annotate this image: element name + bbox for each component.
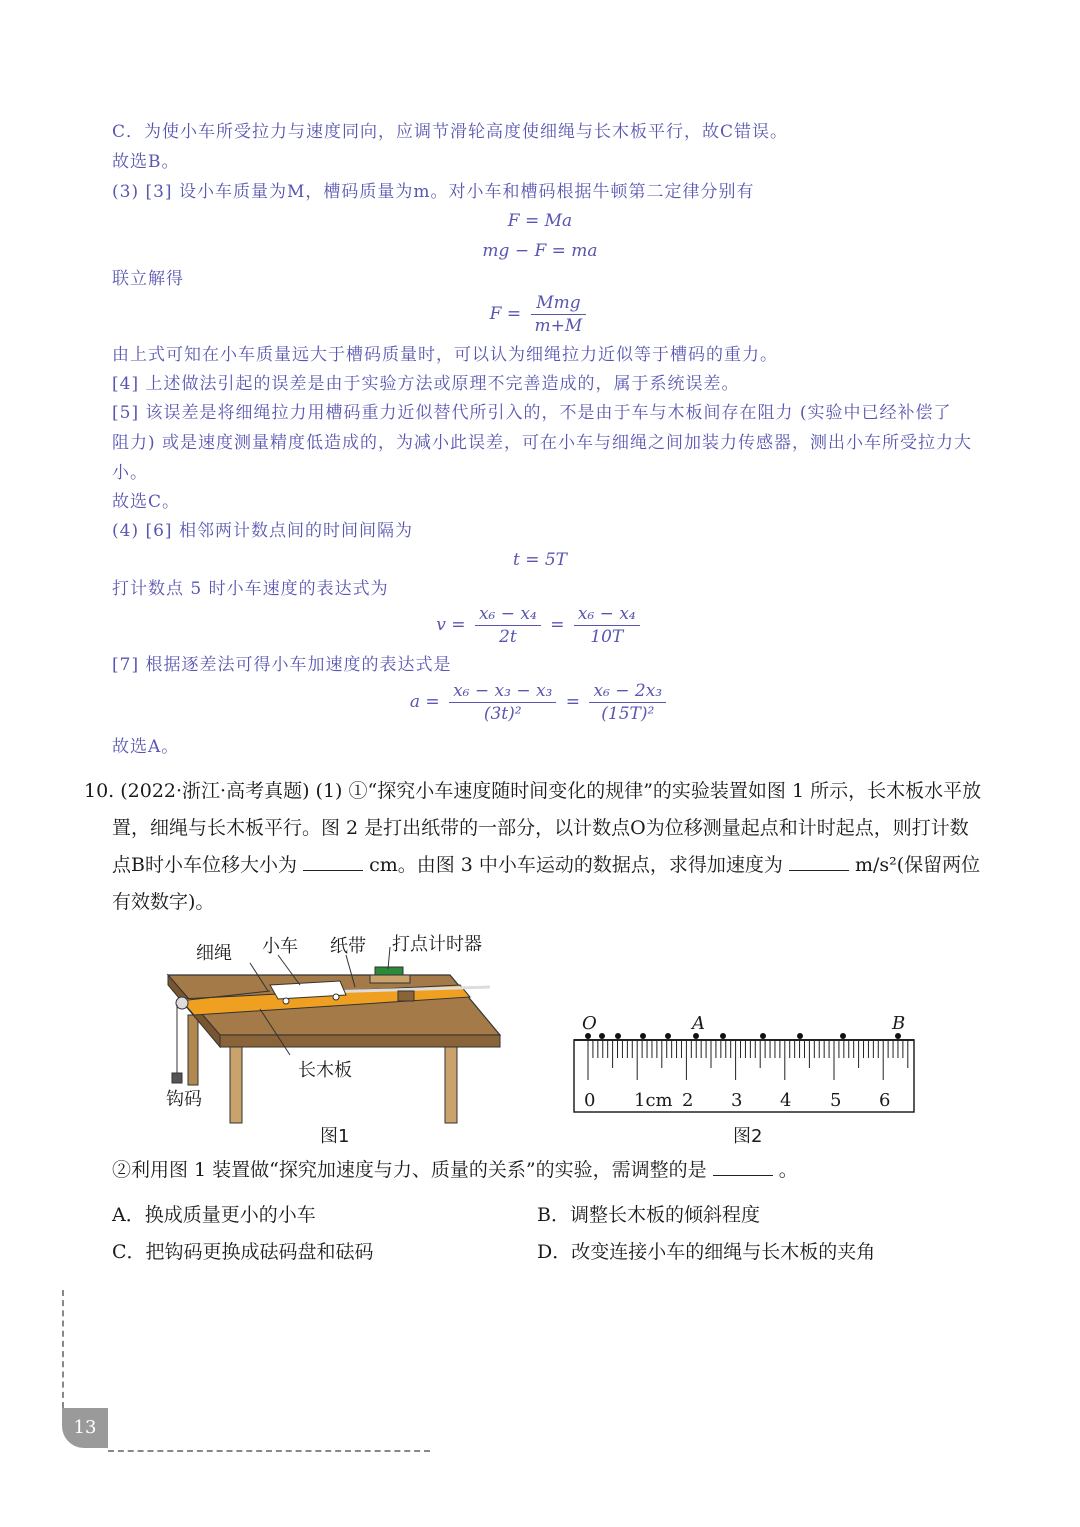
velocity-numerator-2: x₆ − x₄ [574,603,640,626]
accel-numerator-2: x₆ − 2x₃ [589,680,666,703]
figure-2-caption: 图2 [733,1126,763,1147]
question-line3 [112,847,980,883]
label-timer: 打点计时器 [392,934,482,955]
velocity-numerator-1: x₆ − x₄ [475,603,541,626]
tape-dot [720,1033,726,1039]
page-edge-dashed-vertical [62,1290,64,1408]
accel-numerator-1: x₆ − x₃ − x₃ [449,680,556,703]
tape-dot [840,1033,846,1039]
tick-label-3: 3 [731,1090,743,1111]
equation-mg-f-ma: mg − F = ma [482,241,598,261]
answer-blank-adjustment[interactable] [713,1153,773,1176]
equation-velocity [0,603,1080,648]
equation-acceleration [0,680,1080,725]
option-b[interactable]: B．调整长木板的倾斜程度 [537,1204,760,1226]
solution-part3-intro: (3) [3] 设小车质量为M，槽码质量为m。对小车和槽码根据牛顿第二定律分别有 [112,182,755,202]
accel-fraction-1 [449,680,556,725]
question-line3-part-c: m/s²(保留两位 [854,854,981,876]
page-number-badge: 13 [62,1408,108,1448]
question-line1: 10. (2022·浙江·高考真题) (1) ①“探究小车速度随时间变化的规律”的实验装置如图 1 所示，长木板水平放 [84,780,982,802]
tick-label-0: 0 [584,1090,596,1111]
tape-dot [615,1033,621,1039]
question-line3-part-b: cm。由图 3 中小车运动的数据点，求得加速度为 [369,854,783,876]
accel-denominator-2: (15T)² [601,704,655,724]
solution-point-5-line3: 小。 [112,463,148,483]
tape-dot [665,1033,671,1039]
page-edge-dashed-horizontal [108,1450,430,1452]
question-sub2 [112,1152,798,1188]
label-tape: 纸带 [330,936,366,957]
answer-blank-displacement[interactable] [303,848,363,871]
point-label-b: B [892,1013,906,1034]
tick-label-1cm: 1cm [634,1090,673,1111]
solution-part4-intro: (4) [6] 相邻两计数点间的时间间隔为 [112,521,413,541]
solution-point-7: [7] 根据逐差法可得小车加速度的表达式是 [112,655,452,675]
solution-conclusion: 由上式可知在小车质量远大于槽码质量时，可以认为细绳拉力近似等于槽码的重力。 [112,345,778,365]
tape-dot [640,1033,646,1039]
tick-label-6: 6 [879,1090,891,1111]
accel-equals: = [565,692,581,712]
question-sub2-text: ②利用图 1 装置做“探究加速度与力、质量的关系”的实验，需调整的是 [112,1159,707,1181]
fraction-mmg [531,292,587,337]
solution-choose-a: 故选A。 [112,737,180,757]
option-a[interactable]: A．换成质量更小的小车 [112,1204,316,1226]
solution-point-5-line1: [5] 该误差是将细绳拉力用槽码重力近似替代所引入的，不是由于车与木板间存在阻力 (实验中已经补偿了 [112,403,952,423]
accel-denominator-1: (3t)² [483,704,522,724]
label-weight: 钩码 [166,1089,202,1110]
equation-t-5t: t = 5T [512,550,568,570]
option-c[interactable]: C．把钩码更换成砝码盘和砝码 [112,1241,374,1263]
fraction-denominator: m+M [534,316,583,336]
tick-label-4: 4 [780,1090,792,1111]
velocity-denominator-2: 10T [590,627,624,647]
solution-line-c: C．为使小车所受拉力与速度同向，应调节滑轮高度使细绳与长木板平行，故C错误。 [112,122,789,142]
tick-label-2: 2 [682,1090,694,1111]
figure-1-caption: 图1 [320,1126,350,1147]
velocity-denominator-1: 2t [499,627,517,647]
ruler-with-tape [568,1010,928,1120]
equation-f-ma: F = Ma [507,211,573,231]
tape-dot [797,1033,803,1039]
option-d[interactable]: D．改变连接小车的细绳与长木板的夹角 [537,1241,876,1263]
equation-f-fraction [0,292,1080,337]
velocity-lhs: v = [436,615,466,635]
solution-point-5-line2: 阻力) 或是速度测量精度低造成的，为减小此误差，可在小车与细绳之间加装力传感器，测出小车所受拉力大 [112,433,973,453]
accel-lhs: a = [409,692,440,712]
label-board: 长木板 [298,1060,352,1081]
figure-2 [568,1010,928,1120]
tick-label-5: 5 [830,1090,842,1111]
point-label-o: O [582,1013,597,1034]
solution-point-4: [4] 上述做法引起的误差是由于实验方法或原理不完善造成的，属于系统误差。 [112,374,740,394]
question-line2: 置，细绳与长木板平行。图 2 是打出纸带的一部分，以计数点O为位移测量起点和计时起点，则打计数 [112,817,969,839]
velocity-equals: = [550,615,565,635]
label-cart: 小车 [262,936,298,957]
solution-choose-b: 故选B。 [112,152,180,172]
velocity-fraction-1 [475,603,541,648]
solution-solve-label: 联立解得 [112,269,184,289]
label-rope: 细绳 [196,943,232,964]
velocity-fraction-2 [574,603,640,648]
fraction-numerator: Mmg [531,292,587,315]
equation-f-lhs: F = [489,304,522,324]
solution-v-intro: 打计数点 5 时小车速度的表达式为 [112,579,389,599]
point-label-a: A [692,1013,705,1034]
accel-fraction-2 [589,680,666,725]
solution-choose-c: 故选C。 [112,492,181,512]
question-line4: 有效数字)。 [112,891,215,913]
question-line3-part-a: 点B时小车位移大小为 [112,854,297,876]
question-sub2-end: 。 [778,1159,798,1181]
tape-dot [760,1033,766,1039]
tape-dot [599,1033,605,1039]
answer-blank-acceleration[interactable] [789,848,849,871]
